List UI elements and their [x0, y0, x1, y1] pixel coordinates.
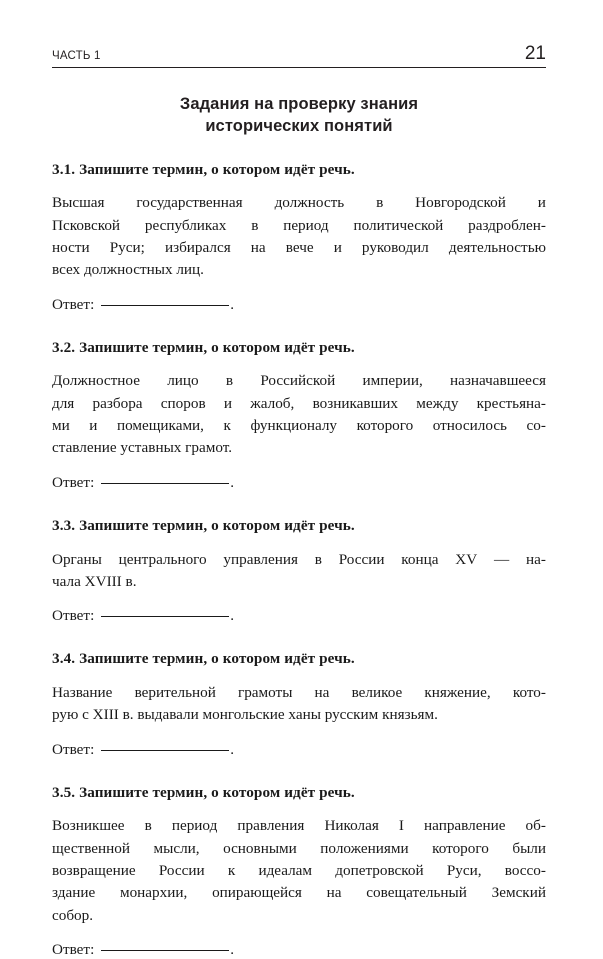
word: кото- [512, 683, 546, 701]
task-body-line [52, 860, 546, 882]
word: здание [52, 884, 96, 902]
page-title [52, 94, 546, 138]
answer-blank-line[interactable] [101, 483, 229, 484]
task-prompt: 3.2. Запишите термин, о котором идёт речь. [52, 338, 355, 356]
word: относилось [432, 417, 507, 435]
word: Псковской [52, 216, 121, 234]
running-head-divider [52, 67, 546, 68]
word: Высшая [52, 194, 105, 212]
word: направление [424, 817, 506, 835]
word: в [314, 550, 322, 568]
task-body-line [52, 237, 546, 259]
word: положениями [320, 839, 409, 857]
answer-label: Ответ: [52, 295, 95, 313]
word: Руси, [446, 862, 482, 880]
answer-field[interactable] [52, 607, 546, 625]
task-body [52, 549, 546, 594]
task-body-line [52, 370, 546, 392]
word: Возникшее [52, 817, 125, 835]
word: для [52, 394, 75, 412]
task-body-line: всех должностных лиц. [52, 261, 204, 279]
word: возвращение [52, 862, 136, 880]
answer-label: Ответ: [52, 607, 95, 625]
word: России [158, 862, 205, 880]
word: ми [52, 417, 70, 435]
word: в [251, 216, 259, 234]
word: были [512, 839, 546, 857]
word: возникавших [312, 394, 398, 412]
word: допетровской [335, 862, 424, 880]
task-body [52, 815, 546, 927]
word: Новгородской [415, 194, 506, 212]
word: должность [274, 194, 345, 212]
answer-period: . [230, 941, 235, 959]
answer-label: Ответ: [52, 941, 95, 959]
word: в [225, 372, 234, 390]
page-title-line-2: исторических понятий [205, 116, 393, 135]
word: на [250, 238, 266, 256]
answer-period: . [230, 295, 235, 313]
word: руководил [361, 238, 429, 256]
word: на [314, 683, 330, 701]
word: опирающейся [212, 884, 302, 902]
task-body-line [52, 882, 546, 904]
word: жалоб, [250, 394, 295, 412]
word: к [227, 862, 236, 880]
word: и [333, 238, 342, 256]
task-5 [52, 783, 546, 959]
answer-field[interactable] [52, 296, 546, 314]
word: мысли, [153, 839, 200, 857]
word: избирался [164, 238, 231, 256]
word: разбора [92, 394, 143, 412]
word: крестьяна- [476, 394, 546, 412]
word: со- [526, 417, 546, 435]
page-number: 21 [524, 43, 546, 64]
task-body-line: рую с XIII в. выдавали монгольские ханы русским князьям. [52, 706, 438, 724]
task-prompt: 3.4. Запишите термин, о котором идёт речь. [52, 650, 355, 668]
word: республиках [144, 216, 227, 234]
word: в [376, 194, 384, 212]
word: Органы [52, 550, 102, 568]
word: воссо- [504, 862, 546, 880]
task-body-line: ставление уставных грамот. [52, 439, 233, 457]
word: Николая [324, 817, 379, 835]
word: об- [525, 817, 546, 835]
word: и [223, 394, 233, 412]
answer-field[interactable] [52, 474, 546, 492]
running-head-part-label: ЧАСТЬ 1 [52, 50, 101, 62]
answer-blank-line[interactable] [101, 950, 229, 951]
word: на [326, 884, 342, 902]
word: лицо [167, 372, 199, 390]
word: щественной [52, 839, 130, 857]
answer-period: . [230, 740, 235, 758]
word: на- [525, 550, 546, 568]
word: Российской [260, 372, 336, 390]
word: управления [223, 550, 298, 568]
word: и [89, 417, 98, 435]
word: идеалам [258, 862, 313, 880]
answer-blank-line[interactable] [101, 616, 229, 617]
task-body-line: собор. [52, 906, 94, 924]
word: функционалу [250, 417, 338, 435]
word: совещательный [366, 884, 467, 902]
word: конца [401, 550, 439, 568]
word: России [338, 550, 385, 568]
answer-field[interactable] [52, 941, 546, 959]
word: споров [160, 394, 206, 412]
task-prompt: 3.1. Запишите термин, о котором идёт речь. [52, 160, 355, 178]
word: центрального [118, 550, 207, 568]
task-prompt: 3.3. Запишите термин, о котором идёт речь. [52, 516, 355, 534]
task-body-line [52, 215, 546, 237]
word: между [416, 394, 459, 412]
page-title-line-1: Задания на проверку знания [179, 95, 419, 113]
word: I [398, 817, 404, 835]
task-body-line [52, 393, 546, 415]
word: период [171, 817, 218, 835]
word: политической [353, 216, 444, 234]
task-body-line [52, 192, 546, 214]
task-prompt: 3.5. Запишите термин, о котором идёт речь. [52, 783, 355, 801]
page-content [52, 44, 546, 959]
task-1 [52, 160, 546, 314]
running-head [52, 44, 546, 64]
word: княжение, [424, 683, 491, 701]
word: Название [52, 683, 113, 701]
task-body-line: чала XVIII в. [52, 572, 137, 590]
word: Руси; [109, 238, 145, 256]
word: в [144, 817, 152, 835]
task-list [52, 160, 546, 959]
answer-blank-line[interactable] [101, 750, 229, 751]
word: назначавшееся [450, 372, 546, 390]
word: Земский [491, 884, 546, 902]
word: — [494, 550, 510, 568]
word: Должностное [52, 372, 140, 390]
word: помещиками, [116, 417, 204, 435]
word: которого [432, 839, 489, 857]
task-body [52, 370, 546, 459]
task-body [52, 682, 546, 727]
word: раздроблен- [468, 216, 546, 234]
word: основными [223, 839, 297, 857]
task-body-line [52, 682, 546, 704]
word: период [283, 216, 329, 234]
task-4 [52, 649, 546, 758]
word: империи, [362, 372, 423, 390]
answer-period: . [230, 607, 235, 625]
task-body [52, 192, 546, 281]
answer-field[interactable] [52, 741, 546, 759]
answer-label: Ответ: [52, 740, 95, 758]
word: правления [237, 817, 305, 835]
word: грамоты [237, 683, 293, 701]
word: государственная [136, 194, 243, 212]
task-body-line [52, 815, 546, 837]
word: ности [52, 238, 90, 256]
task-2 [52, 338, 546, 492]
word: великое [351, 683, 403, 701]
word: деятельностью [448, 238, 546, 256]
word: вече [285, 238, 314, 256]
word: которого [356, 417, 414, 435]
task-body-line [52, 549, 546, 571]
answer-label: Ответ: [52, 473, 95, 491]
task-3 [52, 516, 546, 625]
word: монархии, [119, 884, 188, 902]
answer-period: . [230, 473, 235, 491]
word: XV [455, 550, 478, 568]
answer-blank-line[interactable] [101, 305, 229, 306]
task-body-line [52, 415, 546, 437]
word: и [537, 194, 546, 212]
word: верительной [134, 683, 216, 701]
task-body-line [52, 838, 546, 860]
word: к [223, 417, 231, 435]
